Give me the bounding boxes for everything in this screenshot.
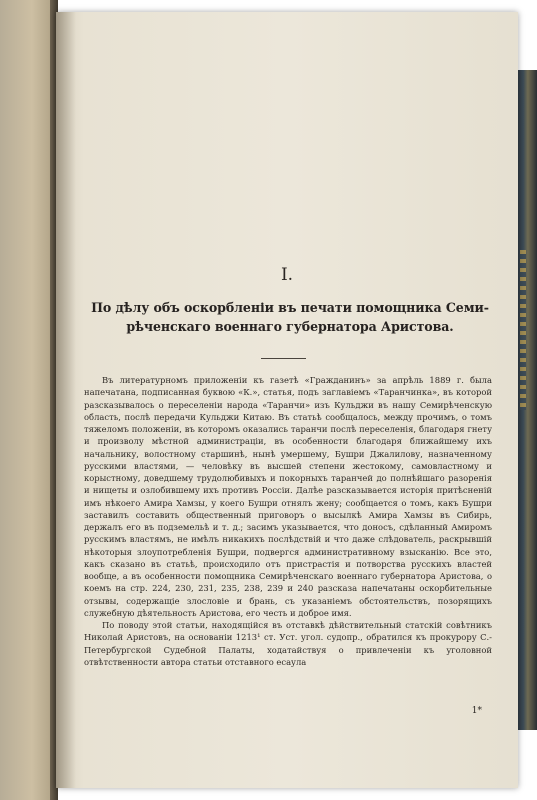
signature-mark: 1* bbox=[471, 706, 482, 716]
title-divider bbox=[261, 358, 306, 359]
section-title bbox=[86, 298, 494, 336]
paragraph-1: Въ литературномъ приложеніи къ газетѣ «Гражданинъ» за апрѣль 1889 г. была напечатана, подписанная буквою «К.», статья, подъ заглавіемъ «Таранчинка», въ которой разсказывалось о переселеніи народа «Таранчи» изъ Кульджи въ нашу Семирѣченскую область, послѣ передачи Кульджи Китаю. Въ статьѣ сообщалось, между прочимъ, о томъ тяжеломъ положеніи, въ которомъ оказались таранчи послѣ переселенія, благодаря гнету и произволу мѣстной администраціи, въ особенности благодаря ближайшему ихъ начальнику, волостному старшинѣ, нынѣ умершему, Бушри Джалилову, назначенному русскими властями, — человѣку въ высшей степени жестокому, самовластному и корыстному, доведшему трудолюбивыхъ и покорныхъ таранчей до полнѣйшаго разоренія и нищеты и озлобившему ихъ противъ Россіи. Далѣе разсказывается исторія притѣсненій имъ нѣкоего Амира Хамзы, у коего Бушри отнялъ жену; сообщается о томъ, какъ Бушри заставилъ составить общественный приговоръ о высылкѣ Амира Хамзы въ Сибирь, держалъ его въ подземельѣ и т. д.; засимъ указывается, что доносъ, сдѣланный Амиромъ русскимъ властямъ, не имѣлъ никакихъ послѣдствій и что даже слѣдователь, раскрывшій нѣкоторыя злоупотребленія Бушри, подвергся административному взысканію. Все это, какъ сказано въ статьѣ, происходило отъ пристрастія и потворства русскихъ властей вообще, а въ особенности помощника Семирѣченскаго военнаго губернатора Аристова, о коемъ на стр. 224, 230, 231, 235, 238, 239 и 240 разсказа напечатаны оскорбительные отзывы, содержащіе злословіе и брань, съ указаніемъ обстоятельствъ, позорящихъ служебную дѣятельность Аристова, его честь и доброе имя. bbox=[84, 375, 492, 618]
page-gutter-shadow bbox=[56, 12, 76, 788]
body-text bbox=[84, 374, 492, 668]
title-line-2: рѣченскаго военнаго губернатора Аристова. bbox=[126, 319, 454, 334]
paragraph-2: По поводу этой статьи, находящійся въ отставкѣ дѣйствительный статскій совѣтникъ Николай Аристовъ, на основаніи 1213¹ ст. Уст. угол. судопр., обратился къ прокурору С.-Петербургской Судебной Палаты, ходатайствуя о привлеченіи къ уголовной отвѣтственности автора статьи отставного есаула bbox=[84, 620, 492, 667]
section-number: I. bbox=[280, 265, 294, 285]
title-line-1: По дѣлу объ оскорбленіи въ печати помощника Семи- bbox=[91, 300, 489, 315]
cover-ornament bbox=[520, 250, 526, 410]
book-page bbox=[56, 12, 518, 788]
